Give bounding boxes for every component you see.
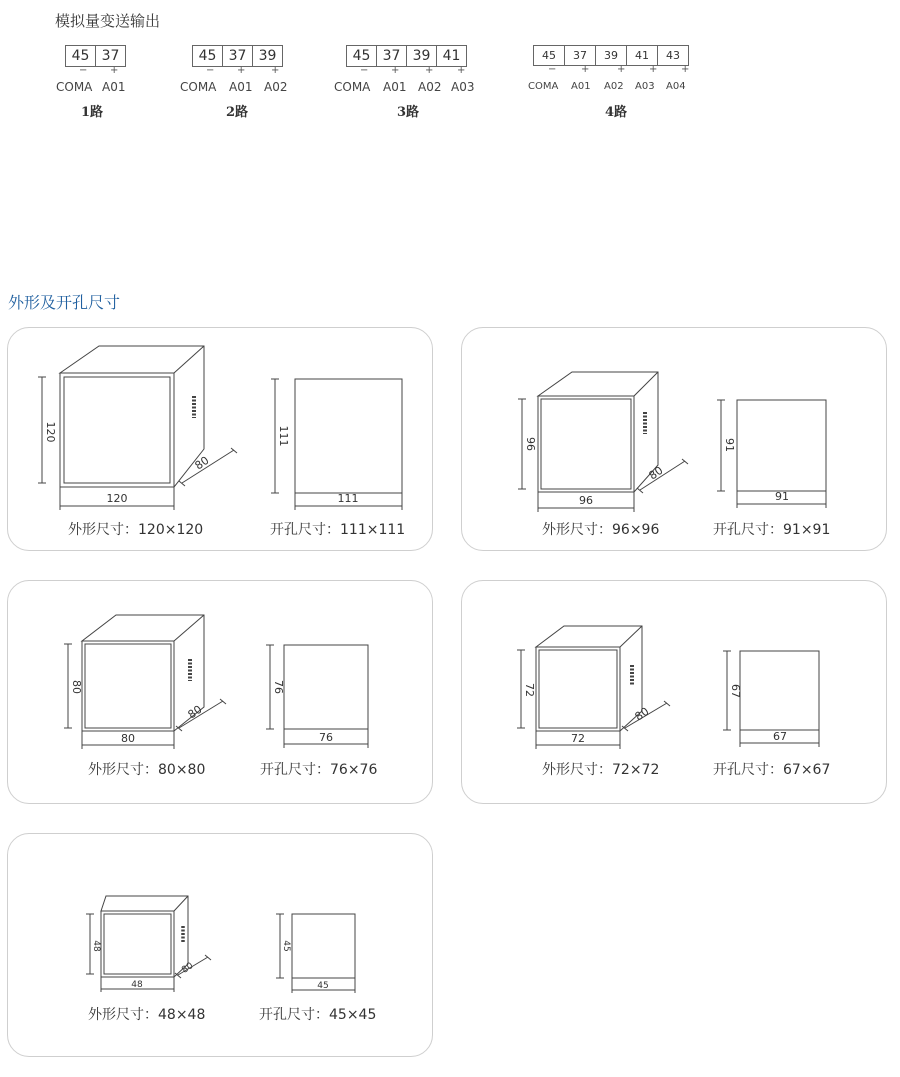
section-title: 外形及开孔尺寸 bbox=[8, 293, 121, 312]
terminal-box: 41 bbox=[436, 45, 467, 67]
cutout-width-label: 45 bbox=[317, 981, 329, 991]
polarity-pos: + bbox=[425, 65, 434, 76]
outer-width-label: 72 bbox=[571, 732, 585, 745]
cutout-size-caption: 开孔尺寸：91×91 bbox=[713, 522, 831, 538]
channel-count: 3路 bbox=[397, 105, 420, 120]
cutout-width-label: 76 bbox=[319, 731, 333, 744]
dimension-panel-80 bbox=[7, 580, 433, 804]
polarity-pos: + bbox=[110, 65, 119, 76]
polarity-neg: − bbox=[79, 65, 88, 76]
terminal-label: A01 bbox=[571, 81, 591, 92]
terminal-box: 37 bbox=[564, 45, 596, 66]
cutout-size-caption: 开孔尺寸：76×76 bbox=[260, 762, 378, 778]
outer-size-caption: 外形尺寸：80×80 bbox=[88, 762, 206, 778]
dimension-panel-72 bbox=[461, 580, 887, 804]
outer-width-label: 120 bbox=[106, 492, 128, 505]
cutout-width-label: 91 bbox=[775, 490, 789, 503]
dimension-panel-48 bbox=[7, 833, 433, 1057]
outer-height-label: 48 bbox=[91, 940, 101, 952]
cutout-height-label: 45 bbox=[281, 940, 291, 952]
outer-height-label: 120 bbox=[44, 421, 57, 443]
channel-count: 2路 bbox=[226, 105, 249, 120]
terminal-box-row bbox=[346, 45, 467, 67]
terminal-label: COMA bbox=[334, 80, 371, 94]
terminal-label: A04 bbox=[666, 81, 686, 92]
terminal-box: 45 bbox=[533, 45, 565, 66]
depth-label: 80 bbox=[632, 704, 652, 724]
terminal-box-row bbox=[533, 45, 689, 66]
depth-label: 80 bbox=[180, 960, 196, 976]
analog-output-title: 模拟量变送输出 bbox=[55, 12, 161, 30]
terminal-box-row bbox=[192, 45, 283, 67]
polarity-pos: + bbox=[391, 65, 400, 76]
outer-height-label: 80 bbox=[70, 680, 83, 694]
cutout-height-label: 76 bbox=[272, 680, 285, 694]
outer-size-caption: 外形尺寸：72×72 bbox=[542, 762, 660, 778]
cutout-size-caption: 开孔尺寸：45×45 bbox=[259, 1007, 377, 1023]
terminal-label: A03 bbox=[451, 80, 475, 94]
dimension-panel-96 bbox=[461, 327, 887, 551]
terminal-box: 43 bbox=[657, 45, 689, 66]
outer-size-caption: 外形尺寸：48×48 bbox=[88, 1007, 206, 1023]
terminal-label: A03 bbox=[635, 81, 655, 92]
terminal-label: A01 bbox=[383, 80, 407, 94]
dimension-panel-120 bbox=[7, 327, 433, 551]
polarity-pos: + bbox=[681, 64, 690, 75]
terminal-box: 37 bbox=[95, 45, 126, 67]
outer-height-label: 96 bbox=[524, 437, 537, 451]
terminal-box: 45 bbox=[65, 45, 96, 67]
channel-count: 4路 bbox=[605, 105, 628, 120]
cutout-height-label: 111 bbox=[277, 425, 290, 447]
outer-size-caption: 外形尺寸：120×120 bbox=[68, 522, 204, 538]
polarity-neg: − bbox=[206, 65, 215, 76]
terminal-box: 37 bbox=[376, 45, 407, 67]
polarity-pos: + bbox=[457, 65, 466, 76]
terminal-box-row bbox=[65, 45, 126, 67]
terminal-box: 39 bbox=[406, 45, 437, 67]
cutout-size-caption: 开孔尺寸：67×67 bbox=[713, 762, 831, 778]
polarity-pos: + bbox=[271, 65, 280, 76]
outer-width-label: 96 bbox=[579, 494, 593, 507]
terminal-box: 45 bbox=[192, 45, 223, 67]
cutout-width-label: 111 bbox=[337, 492, 359, 505]
terminal-label: COMA bbox=[56, 80, 93, 94]
terminal-group-4 bbox=[528, 45, 690, 120]
cutout-height-label: 91 bbox=[723, 438, 736, 452]
cutout-width-label: 67 bbox=[773, 730, 787, 743]
terminal-box: 39 bbox=[252, 45, 283, 67]
channel-count: 1路 bbox=[81, 105, 104, 120]
terminal-group-3 bbox=[334, 45, 475, 120]
polarity-pos: + bbox=[649, 64, 658, 75]
terminal-box: 41 bbox=[626, 45, 658, 66]
cutout-size-caption: 开孔尺寸：111×111 bbox=[270, 522, 406, 538]
outer-width-label: 48 bbox=[131, 980, 143, 990]
depth-label: 80 bbox=[192, 453, 212, 473]
terminal-label: A02 bbox=[418, 80, 442, 94]
outer-size-caption: 外形尺寸：96×96 bbox=[542, 522, 660, 538]
terminal-box: 37 bbox=[222, 45, 253, 67]
terminal-box: 39 bbox=[595, 45, 627, 66]
terminal-label: A02 bbox=[264, 80, 288, 94]
outer-width-label: 80 bbox=[121, 732, 135, 745]
cutout-height-label: 67 bbox=[729, 684, 742, 698]
terminal-label: A01 bbox=[102, 80, 126, 94]
outer-height-label: 72 bbox=[523, 683, 536, 697]
depth-label: 80 bbox=[185, 702, 205, 722]
outline-drawing bbox=[8, 834, 434, 1058]
polarity-pos: + bbox=[581, 64, 590, 75]
terminal-label: A01 bbox=[229, 80, 253, 94]
polarity-pos: + bbox=[617, 64, 626, 75]
depth-label: 80 bbox=[646, 463, 666, 483]
terminal-label: COMA bbox=[180, 80, 217, 94]
terminal-box: 45 bbox=[346, 45, 377, 67]
terminal-group-1 bbox=[56, 45, 126, 120]
terminal-label: COMA bbox=[528, 81, 559, 92]
polarity-neg: − bbox=[548, 64, 557, 75]
polarity-neg: − bbox=[360, 65, 369, 76]
polarity-pos: + bbox=[237, 65, 246, 76]
terminal-label: A02 bbox=[604, 81, 624, 92]
terminal-group-2 bbox=[180, 45, 288, 120]
